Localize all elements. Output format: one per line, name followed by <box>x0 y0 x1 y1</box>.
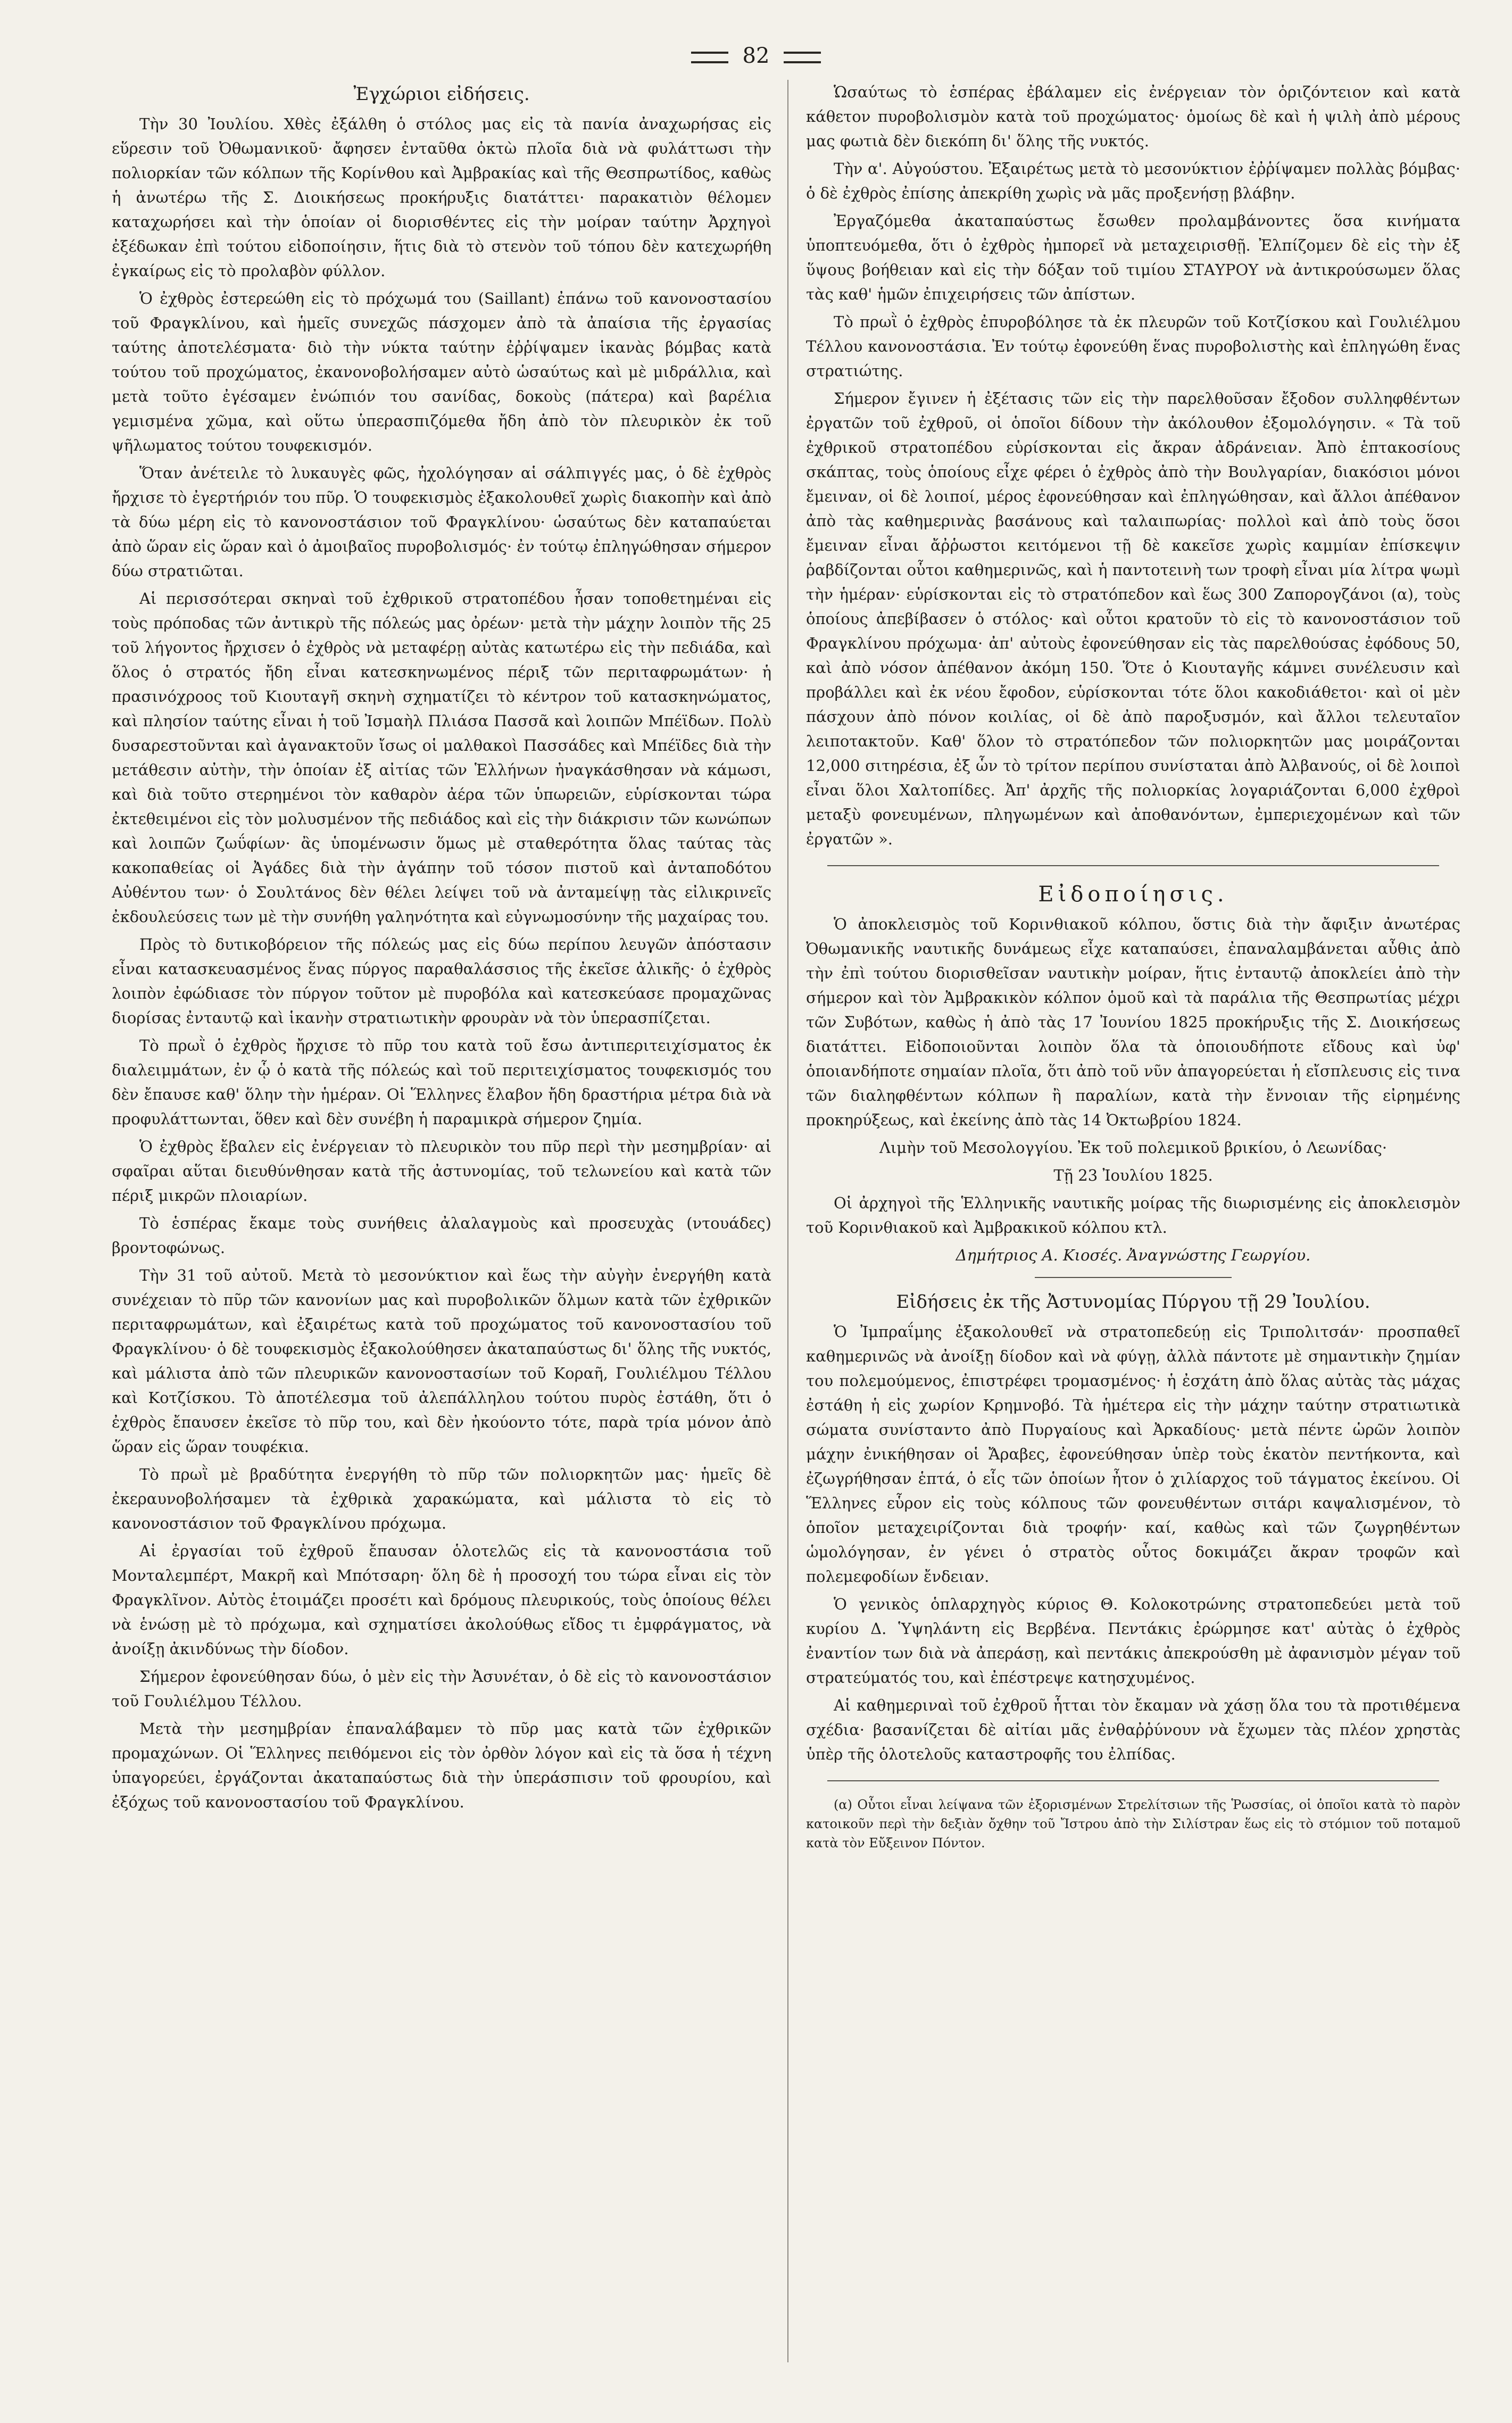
column-divider <box>787 80 788 2362</box>
paragraph: Αἱ περισσότεραι σκηναὶ τοῦ ἐχθρικοῦ στρατοπέδου ἦσαν τοποθετημέναι εἰς τοὺς πρόποδας τῶν ἀντικρὺ τῆς πόλεώς μας ὀρέων· μετὰ τὴν μάχην λοιπὸν τῆς 25 τοῦ λήγοντος ἤρχισεν ὁ ἐχθρὸς νὰ μεταφέρῃ αὐτὰς κατωτέρω εἰς τὴν πεδιάδα, καὶ ὅλος ὁ στρατός ἤδη εἶναι κατεσκηνωμένος πέριξ τῶν περιταφρωμάτων· ἡ πρασινόχροος τοῦ Κιουταγῆ σκηνὴ σχηματίζει τὸ κέντρον τοῦ κατασκηνώματος, καὶ πλησίον ταύτης εἶναι ἡ τοῦ Ἰσμαὴλ Πλιάσα Πασσᾶ καὶ λοιπῶν Μπέϊδων. Πολὺ δυσαρεστοῦνται καὶ ἀγανακτοῦν ἴσως οἱ μαλθακοὶ Πασσάδες καὶ Μπέϊδες διὰ τὴν μετάθεσιν αὐτὴν, τὴν ὁποίαν ἐξ αἰτίας τῶν Ἑλλήνων ἠναγκάσθησαν νὰ κάμωσι, καὶ διὰ τοῦτο στερημένοι τὸν καθαρὸν ἀέρα τῶν ὑπωρειῶν, εὑρίσκονται τώρα ἐκτεθειμένοι εἰς τὸν μολυσμένον τῆς πεδιάδος καὶ εἰς τὴν διάκρισιν τῶν κωνώπων καὶ λοιπῶν ζωΰφίων· ἂς ὑπομένωσιν ὅμως μὲ σταθερότητα ὅλας ταύτας τὰς κακοπαθείας οἱ Ἀγάδες διὰ τὴν ἀγάπην τοῦ τόσον πιστοῦ καὶ ἀνταποδότου Αὐθέντου των· ὁ Σουλτάνος δὲν θέλει λείψει τοῦ νὰ ἀνταμείψῃ τὰς εἰλικρινεῖς ἐκδουλεύσεις των μὲ τὴν συνήθη γαληνότητα καὶ εὐγνωμοσύνην τῆς μαχαίρας του. <box>112 590 771 926</box>
paragraph: Πρὸς τὸ δυτικοβόρειον τῆς πόλεώς μας εἰς δύω περίπου λευγῶν ἀπόστασιν εἶναι κατασκευασμένος ἕνας πύργος παραθαλάσσιος τῆς ἐκεῖσε ἀλικῆς· ὁ ἐχθρὸς λοιπὸν ἐφώδιασε τὸν πύργον τοῦτον μὲ πυροβόλα καὶ κατεσκεύασε προμαχῶνας διορίσας ἐνταυτῷ καὶ ἱκανὴν στρατιωτικὴν φρουρὰν νὰ τὸν ὑπερασπίζεται. <box>112 935 771 1027</box>
notice-signoff: Οἱ ἀρχηγοὶ τῆς Ἑλληνικῆς ναυτικῆς μοίρας τῆς διωρισμένης εἰς ἀποκλεισμὸν τοῦ Κορινθιακοῦ καὶ Ἀμβρακικοῦ κόλπου κτλ. <box>806 1194 1460 1237</box>
section-title-local-news: Ἐγχώριοι εἰδήσεις. <box>353 84 530 105</box>
left-column <box>112 80 771 1818</box>
paragraph: Ὁ ἐχθρὸς ἐστερεώθη εἰς τὸ πρόχωμά του (Saillant) ἐπάνω τοῦ κανονοστασίου τοῦ Φραγκλίνου, καὶ ἡμεῖς συνεχῶς πάσχομεν ἀπὸ τὰ ἀπαίσια τῆς ἐργασίας ταύτης ἀποτελέσματα· διὸ τὴν νύκτα ταύτην ἐῤῥίψαμεν ἱκανὰς βόμβας κατὰ τούτου τοῦ προχώματος, ἐκανονοβολήσαμεν αὐτὸ ὡσαύτως καὶ μὲ μιδράλλια, καὶ μετὰ τοῦτο ἐγέσαμεν ἐνώπιόν του σανίδας, δοκοὺς (πάτερα) καὶ βαρέλια γεμισμένα χῶμα, καὶ οὕτω ὑπερασπιζόμεθα ἤδη ἀπὸ τὸν πλευρικὸν ἐκ τοῦ ψῆλωματος τούτου τουφεκισμόν. <box>112 289 771 454</box>
paragraph: Τὸ ἑσπέρας ἔκαμε τοὺς συνήθεις ἀλαλαγμοὺς καὶ προσευχὰς (ντουάδες) βροντοφώνως. <box>112 1214 771 1257</box>
notice-date: Τῇ 23 Ἰουλίου 1825. <box>1053 1166 1213 1184</box>
paragraph: Ὁ γενικὸς ὁπλαρχηγὸς κύριος Θ. Κολοκοτρώνης στρατοπεδεύει μετὰ τοῦ κυρίου Δ. Ὑψηλάντη εἰς Βερβένα. Πεντάκις ἐρώρμησε κατ' αὐτὰς ὁ ἐχθρὸς ἐναντίον των διὰ νὰ ἀπεράσῃ, καὶ πεντάκις ἀπεκρούσθη μὲ ἀφανισμὸν μέγαν τοῦ στρατεύματός του, καὶ ἐπέστρεψε κατησχυμένος. <box>806 1595 1460 1687</box>
section-title-pyrgos-news: Εἰδήσεις ἐκ τῆς Ἀστυνομίας Πύργου τῇ 29 Ἰουλίου. <box>896 1291 1370 1313</box>
right-column <box>806 80 1460 1856</box>
paragraph: Ἐργαζόμεθα ἀκαταπαύστως ἔσωθεν προλαμβάνοντες ὅσα κινήματα ὑποπτευόμεθα, ὅτι ὁ ἐχθρὸς ἠμπορεῖ νὰ μεταχειρισθῇ. Ἐλπίζομεν δὲ εἰς τὴν ἐξ ὕψους βοήθειαν καὶ εἰς τὴν δόξαν τοῦ τιμίου ΣΤΑΥΡΟΥ νὰ ἀντικρούσωμεν ὅλας τὰς καθ' ἡμῶν ἐπιχειρήσεις τῶν ἀπίστων. <box>806 212 1460 303</box>
paragraph: Αἱ ἐργασίαι τοῦ ἐχθροῦ ἔπαυσαν ὁλοτελῶς εἰς τὰ κανονοστάσια τοῦ Μονταλεμπέρτ, Μακρῆ καὶ Μπότσαρη· ὅλη δὲ ἡ προσοχή του τώρα εἶναι εἰς τὸν Φραγκλῖνον. Αὐτὸς ἑτοιμάζει προσέτι καὶ δρόμους πλευρικούς, τοὺς ὁποίους θέλει νὰ ἑνώσῃ μὲ τὸ πρόχωμα, καὶ σχηματίσει ἀκολούθως εἴδος τι ἐμφράγματος, νὰ ἀνοίξῃ ἀκινδύνως τὴν δίοδον. <box>112 1542 771 1658</box>
paragraph: Τὸ πρωῒ μὲ βραδύτητα ἐνεργήθη τὸ πῦρ τῶν πολιορκητῶν μας· ἡμεῖς δὲ ἐκεραυνοβολήσαμεν τὰ ἐχθρικὰ χαρακώματα, καὶ μάλιστα τὸ εἰς τὸ κανονοστάσιον τοῦ Φραγκλίνου πρόχωμα. <box>112 1465 771 1532</box>
footnote-rule <box>827 1780 1439 1781</box>
paragraph: Τὸ πρωῒ ὁ ἐχθρὸς ἐπυροβόλησε τὰ ἐκ πλευρῶν τοῦ Κοτζίσκου καὶ Γουλιέλμου Τέλλου κανονοστάσια. Ἐν τούτῳ ἐφονεύθη ἕνας πυροβολιστὴς καὶ ἐπληγώθη ἕνας στρατιώτης. <box>806 313 1460 380</box>
paragraph: Ὡσαύτως τὸ ἑσπέρας ἐβάλαμεν εἰς ἐνέργειαν τὸν ὁριζόντειον καὶ κατὰ κάθετον πυροβολισμὸν κατὰ τοῦ προχώματος· ὁμοίως δὲ καὶ ἡ ψιλὴ ἀπὸ μέρους μας φωτιὰ δὲν διεκόπη δι' ὅλης τῆς νυκτός. <box>806 83 1460 150</box>
paragraph: Σήμερον ἐφονεύθησαν δύω, ὁ μὲν εἰς τὴν Ἀσυνέταν, ὁ δὲ εἰς τὸ κανονοστάσιον τοῦ Γουλιέλμου Τέλλου. <box>112 1667 771 1710</box>
notice-signers: Δημήτριος Α. Κιοσές. Ἀναγνώστης Γεωργίου. <box>956 1246 1311 1264</box>
paragraph: Τὴν 31 τοῦ αὐτοῦ. Μετὰ τὸ μεσονύκτιον καὶ ἕως τὴν αὐγὴν ἐνεργήθη κατὰ συνέχειαν τὸ πῦρ τῶν κανονίων μας καὶ πυροβολικῶν ὅλμων κατὰ τῶν ἐχθρικῶν περιταφρωμάτων, καὶ ἐξαιρέτως κατὰ τοῦ προχώματος τοῦ κανονοστασίου τοῦ Φραγκλίνου· ὁ δὲ τουφεκισμὸς ἐξακολούθησεν ἀκαταπαύστως δι' ὅλης τῆς νυκτός, καὶ μάλιστα ἀπὸ τῶν πλευρικῶν κανονοστασίων τοῦ Κοραῆ, Γουλιέλμου Τέλλου καὶ Κοτζίσκου. Τὸ ἀποτέλεσμα τοῦ ἀλεπάλληλου τούτου πυρὸς ἐστάθη, ὅτι ὁ ἐχθρὸς ἔπαυσεν ἐκεῖσε τὸ πῦρ του, καὶ δὲν ἠκούοντο τότε, παρὰ τρία μόνον ἀπὸ ὥραν εἰς ὥραν τουφέκια. <box>112 1266 771 1456</box>
paragraph: Ὁ Ἰμπραΐμης ἐξακολουθεῖ νὰ στρατοπεδεύῃ εἰς Τριπολιτσάν· προσπαθεῖ καθημερινῶς νὰ ἀνοίξῃ δίοδον καὶ νὰ φύγῃ, ἀλλὰ πάντοτε μὲ σημαντικὴν ζημίαν του πολεμούμενος, ἐπιστρέφει τρομασμένος· ἡ ἐσχάτη ἀπὸ ὅλας αὐτὰς τὰς μάχας ἐστάθη ἡ εἰς χωρίον Κρημνοβό. Τὰ ἡμέτερα εἰς τὴν μάχην ταύτην στρατιωτικὰ σώματα συνίσταντο ἀπὸ Πυργαίους καὶ Ἀρκαδίους· μετὰ πέντε ὡρῶν λοιπὸν μάχην ἐνικήθησαν οἱ Ἄραβες, ἐφονεύθησαν ὑπὲρ τοὺς ἑκατὸν πεντήκοντα, καὶ ἐζωγρήθησαν ἑπτά, ὁ εἷς τῶν ὁποίων ἦτον ὁ χιλίαρχος τοῦ τάγματος ἐκείνου. Οἱ Ἕλληνες εὗρον εἰς τοὺς κόλπους τῶν φονευθέντων σιτάρι καψαλισμένον, τὸ ὁποῖον μεταχειρίζονται διὰ τροφήν· καί, καθὼς καὶ τῶν ζωγρηθέντων ὡμολόγησαν, ἐν γένει ὁ στρατὸς οὗτος δοκιμάζει ἄκραν τροφῶν καὶ πολεμεφοδίων ἔνδειαν. <box>806 1323 1460 1586</box>
page-number: 82 <box>742 44 770 68</box>
section-rule <box>827 865 1439 866</box>
ornament-right-icon <box>784 52 821 63</box>
paragraph: Αἱ καθημεριναὶ τοῦ ἐχθροῦ ἧτται τὸν ἔκαμαν νὰ χάσῃ ὅλα του τὰ προτιθέμενα σχέδια· βασανίζεται δὲ αἰτίαι μᾶς ἐνθαῤῥύνουν νὰ ἔχωμεν τὰς πλέον χρηστὰς ὑπὲρ τῆς ὁλοτελοῦς καταστροφῆς του ἐλπίδας. <box>806 1696 1460 1763</box>
notice-body: Ὁ ἀποκλεισμὸς τοῦ Κορινθιακοῦ κόλπου, ὅστις διὰ τὴν ἄφιξιν ἀνωτέρας Ὀθωμανικῆς ναυτικῆς δυνάμεως εἶχε καταπαύσει, ἐπαναλαμβάνεται αὖθις ἀπὸ τὴν ἐπὶ τούτου διορισθεῖσαν ναυτικὴν μοίραν, ἥτις ἐνταυτῷ ἀποκλείει ἀπὸ τὴν σήμερον καὶ τὸν Ἀμβρακικὸν κόλπον ὁμοῦ καὶ τὰ παράλια τῆς Θεσπρωτίας μέχρι τῶν Συβότων, καθὼς ἡ ἀπὸ τὰς 17 Ἰουνίου 1825 προκήρυξις τῆς Σ. Διοικήσεως διατάττει. Εἰδοποιοῦνται λοιπὸν ὅλα τὰ ὁποιουδήποτε εἴδους καὶ ὑφ' ὁποιανδήποτε σημαίαν πλοῖα, ὅτι ἀπὸ τοῦ νῦν ἀπαγορεύεται ἡ εἴσπλευσις εἰς τινα τῶν διαληφθέντων κόλπων ἢ παραλίων, κατὰ τὴν ἔννοιαν τῆς εἰρημένης προκηρύξεως, καὶ ἐκείνης ἀπὸ τὰς 14 Ὀκτωβρίου 1824. <box>806 915 1460 1129</box>
paragraph: Τὸ πρωῒ ὁ ἐχθρὸς ἤρχισε τὸ πῦρ του κατὰ τοῦ ἔσω ἀντιπεριτειχίσματος ἐκ διαλειμμάτων, ἐν ᾧ ὁ κατὰ τῆς πόλεώς καὶ τοῦ περιτειχίσματος τουφεκισμός του δὲν ἔπαυσε καθ' ὅλην τὴν ἡμέραν. Οἱ Ἕλληνες ἔλαβον ἤδη δραστήρια μέτρα διὰ νὰ προφυλάττωνται, ὅθεν καὶ δὲν συνέβη ἡ παραμικρὰ σήμερον ζημία. <box>112 1036 771 1128</box>
section-rule <box>1035 1277 1232 1278</box>
notice-title: Εἰδοποίησις. <box>1038 882 1228 907</box>
paragraph: Τὴν 30 Ἰουλίου. Χθὲς ἐξάλθη ὁ στόλος μας εἰς τὰ πανία ἀναχωρήσας εἰς εὕρεσιν τοῦ Ὀθωμανικοῦ· ἄφησεν ἐνταῦθα ὀκτὼ πλοῖα διὰ νὰ φυλάττωσι τὴν πολιορκίαν τῶν κόλπων τῆς Κορίνθου καὶ Ἀμβρακίας καὶ τῆς Θεσπρωτίδος, καθὼς ἡ ἀνωτέρω τῆς Σ. Διοικήσεως προκήρυξις διατάττει· παρακατιὸν θέλομεν καταχωρήσει καὶ τὴν ὁποίαν οἱ διορισθέντες εἰς τὴν μοίραν ταύτην Ἀρχηγοὶ ἐξέδωκαν ἐπὶ τούτου εἰδοποίησιν, ἥτις διὰ τὸ στενὸν τοῦ τόπου δὲν κατεχωρήθη ἐγκαίρως εἰς τὸ προλαβὸν φύλλον. <box>112 115 771 280</box>
paragraph: Ὅταν ἀνέτειλε τὸ λυκαυγὲς φῶς, ἠχολόγησαν αἱ σάλπιγγές μας, ὁ δὲ ἐχθρὸς ἤρχισε τὸ ἐγερτήριόν του πῦρ. Ὁ τουφεκισμὸς ἐξακολουθεῖ χωρὶς διακοπὴν καὶ ἀπὸ τὰ δύω μέρη εἰς τὸ κανονοστάσιον τοῦ Φραγκλίνου· ὡσαύτως δὲν καταπαύεται ἀπὸ ὥραν εἰς ὥραν καὶ ὁ ἀμοιβαῖος πυροβολισμός· ἐν τούτῳ ἐπληγώθησαν σήμερον δύω στρατιῶται. <box>112 464 771 580</box>
paragraph: Σήμερον ἔγινεν ἡ ἐξέτασις τῶν εἰς τὴν παρελθοῦσαν ἔξοδον συλληφθέντων ἐργατῶν τοῦ ἐχθροῦ, οἱ ὁποῖοι δίδουν τὴν ἀκόλουθον ἐξομολόγησιν. « Τὰ τοῦ ἐχθρικοῦ στρατοπέδου εὑρίσκονται εἰς ἄκραν ἀδράνειαν. Ἀπὸ ἑπτακοσίους σκάπτας, τοὺς ὁποίους εἶχε φέρει ὁ ἐχθρὸς ἀπὸ τὴν Βουλγαρίαν, διακόσιοι μόνοι ἔμειναν, οἱ δὲ λοιποί, μέρος ἐφονεύθησαν καὶ ἐπληγώθησαν, καὶ ἄλλοι ἀπέθανον ἀπὸ τὰς καθημερινὰς βασάνους καὶ ταλαιπωρίας· πολλοὶ καὶ ἀπὸ τοὺς ὅσοι ἔμειναν εἶναι ἄῤῥωστοι κειτόμενοι τῇ δὲ κακεῖσε χωρὶς καμμίαν ἐπίσκεψιν ῥαβδίζονται οὗτοι καθημερινῶς, καὶ ἡ παντοτεινὴ των τροφὴ εἶναι μία λίτρα ψωμὶ τὴν ἡμέραν· εὑρίσκονται εἰς τὸ στρατόπεδον καὶ ἕως 300 Ζαπορογζάνοι (α), τοὺς ὁποίους ἀπεβίβασεν ὁ στόλος· καὶ οὗτοι κρατοῦν τὸ εἰς τὸ κανονοστάσιον τοῦ Φραγκλίνου πρόχωμα· ἀπ' αὐτοὺς ἐφονεύθησαν εἰς τὰς παρελθούσας ἐφόδους 50, καὶ ἀπὸ νόσον ἀπέθανον ἀκόμη 150. Ὅτε ὁ Κιουταγῆς κάμνει συνέλευσιν καὶ προβάλλει καὶ ἐκ νέου ἔφοδον, εὑρίσκονται τότε ὅλοι κακοδιάθετοι· καὶ οἱ μὲν πάσχουν ἀπὸ πόνον κοιλίας, οἱ δὲ ἀπὸ παροξυσμόν, καὶ ἄλλοι τελευταῖον λειποτακτοῦν. Καθ' ὅλον τὸ στρατόπεδον τῶν πολιορκητῶν μας μοιράζονται 12,000 σιτηρέσια, ἐξ ὧν τὸ τρίτον περίπου συνίσταται ἀπὸ Ἀλβανούς, οἱ δὲ λοιποὶ εἶναι ὅλοι Χαλτοπίδες. Ἀπ' ἀρχῆς τῆς πολιορκίας λογαριάζονται 6,000 ἐχθροὶ μεταξὺ φονευμένων, πληγωμένων καὶ ἀποθανόντων, ἐμπεριεχομένων καὶ τῶν ἐργατῶν ». <box>806 389 1460 848</box>
paragraph: Μετὰ τὴν μεσημβρίαν ἐπαναλάβαμεν τὸ πῦρ μας κατὰ τῶν ἐχθρικῶν προμαχώνων. Οἱ Ἕλληνες πειθόμενοι εἰς τὸν ὀρθὸν λόγον καὶ εἰς τὰ ὅσα ἡ τέχνη ὑπαγορεύει, ἐργάζονται ἀκαταπαύστως διὰ τὴν ὑπεράσπισιν τοῦ φρουρίου, καὶ ἐξόχως τοῦ κανονοστασίου τοῦ Φραγκλίνου. <box>112 1720 771 1811</box>
footnote: (α) Οὗτοι εἶναι λείψανα τῶν ἐξορισμένων Στρελίτσιων τῆς Ῥωσσίας, οἱ ὁποῖοι κατὰ τὸ παρὸν κατοικοῦν περὶ τὴν δεξιὰν ὄχθην τοῦ Ἴστρου ἀπὸ τὴν Σιλίστραν ἕως εἰς τὸ στόμιον τοῦ ποταμοῦ κατὰ τὸν Εὔξεινον Πόντον. <box>806 1797 1460 1851</box>
paragraph: Ὁ ἐχθρὸς ἔβαλεν εἰς ἐνέργειαν τὸ πλευρικὸν του πῦρ περὶ τὴν μεσημβρίαν· αἱ σφαῖραι αὕται διευθύνθησαν κατὰ τῆς ἀστυνομίας, τοῦ τελωνείου καὶ κατὰ τῶν πέριξ μικρῶν πλοιαρίων. <box>112 1138 771 1205</box>
paragraph: Τὴν α'. Αὐγούστου. Ἐξαιρέτως μετὰ τὸ μεσονύκτιον ἐῤῥίψαμεν πολλὰς βόμβας· ὁ δὲ ἐχθρὸς ἐπίσης ἀπεκρίθη χωρὶς νὰ μᾶς προξενήσῃ βλάβην. <box>806 160 1460 202</box>
page-header <box>0 37 1512 74</box>
ornament-left-icon <box>691 52 728 63</box>
notice-place: Λιμὴν τοῦ Μεσολογγίου. Ἐκ τοῦ πολεμικοῦ βρικίου, ὁ Λεωνίδας· <box>879 1139 1388 1157</box>
